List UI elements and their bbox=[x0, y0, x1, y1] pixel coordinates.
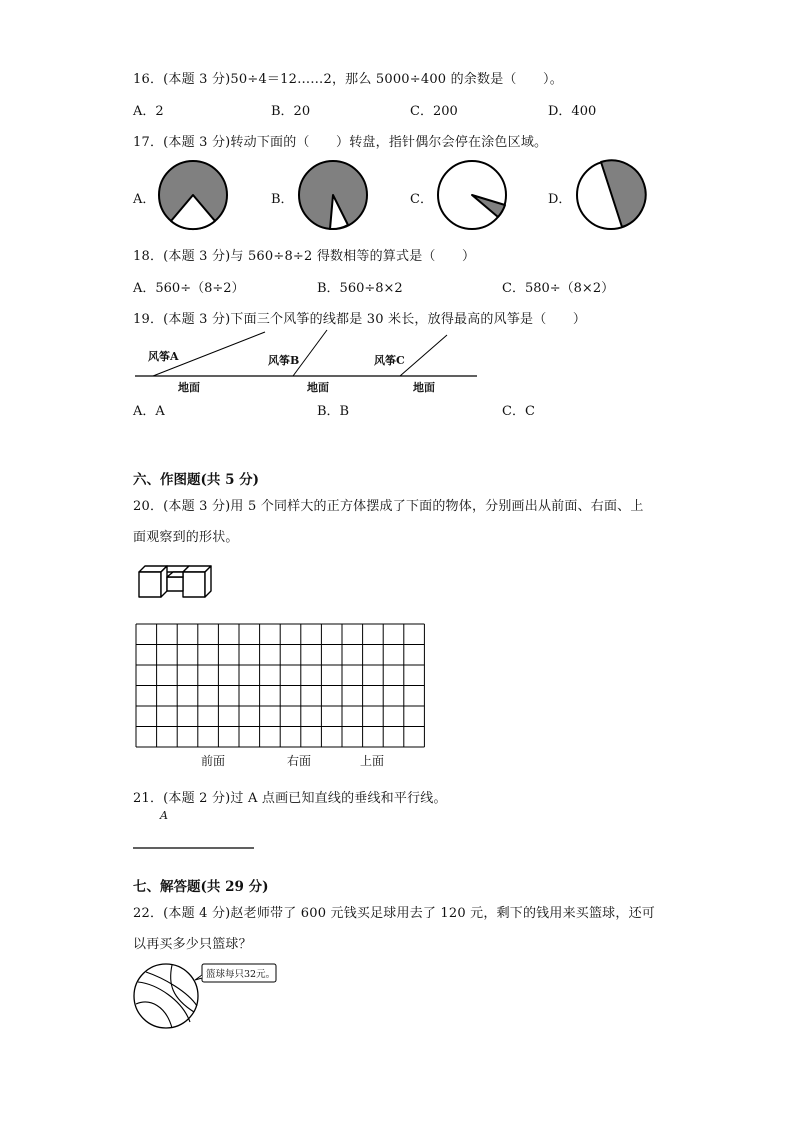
kite-diagram bbox=[135, 330, 480, 380]
basketball-icon bbox=[132, 962, 202, 1032]
q22-text-line2: 以再买多少只篮球？ bbox=[133, 937, 252, 952]
q17-option-a[interactable]: A． bbox=[133, 192, 156, 207]
q18-text: 18．(本题 3 分)与 560÷8÷2 得数相等的算式是（ ） bbox=[133, 249, 476, 264]
drawing-grid bbox=[136, 624, 426, 748]
spinner-c bbox=[436, 159, 508, 231]
cube-figure bbox=[137, 563, 215, 601]
kite-a-label: 风筝A bbox=[148, 350, 179, 363]
grid-label-top: 上面 bbox=[360, 754, 385, 768]
q16-option-d[interactable]: D．400 bbox=[548, 104, 597, 119]
kite-b-label: 风筝B bbox=[268, 354, 300, 367]
ground-label-1: 地面 bbox=[178, 381, 200, 394]
q19-option-c[interactable]: C．C bbox=[502, 404, 535, 419]
q20-text-line2: 面观察到的形状。 bbox=[133, 530, 239, 545]
spinner-b bbox=[297, 159, 369, 231]
point-a-label: A bbox=[160, 809, 168, 822]
spinner-a bbox=[157, 159, 229, 231]
q18-option-c[interactable]: C．580÷（8×2） bbox=[502, 281, 615, 296]
q22-text-line1: 22．(本题 4 分)赵老师带了 600 元钱买足球用去了 120 元，剩下的钱用来买篮球，还可 bbox=[133, 906, 655, 921]
q16-option-b[interactable]: B．20 bbox=[271, 104, 311, 119]
q19-text: 19．(本题 3 分)下面三个风筝的线都是 30 米长，放得最高的风筝是（ ） bbox=[133, 312, 587, 327]
q19-option-a[interactable]: A．A bbox=[133, 404, 165, 419]
q16-option-c[interactable]: C．200 bbox=[410, 104, 458, 119]
ground-label-2: 地面 bbox=[307, 381, 329, 394]
grid-label-right: 右面 bbox=[287, 754, 312, 768]
q17-text: 17．(本题 3 分)转动下面的（ ）转盘，指针偶尔会停在涂色区域。 bbox=[133, 135, 548, 150]
grid-label-front: 前面 bbox=[201, 754, 226, 768]
spinner-d bbox=[575, 159, 647, 231]
q17-option-d[interactable]: D． bbox=[548, 192, 572, 207]
q17-option-c[interactable]: C． bbox=[410, 192, 433, 207]
q19-option-b[interactable]: B．B bbox=[317, 404, 350, 419]
q16-text: 16．(本题 3 分)50÷4＝12……2，那么 5000÷400 的余数是（ ）。 bbox=[133, 72, 563, 87]
ground-label-3: 地面 bbox=[413, 381, 435, 394]
q18-option-b[interactable]: B．560÷8×2 bbox=[317, 281, 403, 296]
bubble-text: 篮球每只32元。 bbox=[206, 969, 276, 980]
q17-option-b[interactable]: B． bbox=[271, 192, 294, 207]
kite-c-label: 风筝C bbox=[374, 354, 405, 367]
q20-text-line1: 20．(本题 3 分)用 5 个同样大的正方体摆成了下面的物体，分别画出从前面、右面、上 bbox=[133, 499, 644, 514]
q18-option-a[interactable]: A．560÷（8÷2） bbox=[133, 281, 245, 296]
section-7-title: 七、解答题(共 29 分) bbox=[133, 879, 269, 895]
section-6-title: 六、作图题(共 5 分) bbox=[133, 472, 260, 488]
q16-option-a[interactable]: A．2 bbox=[133, 104, 164, 119]
given-line bbox=[133, 846, 255, 850]
q21-text: 21．(本题 2 分)过 A 点画已知直线的垂线和平行线。 bbox=[133, 791, 447, 806]
